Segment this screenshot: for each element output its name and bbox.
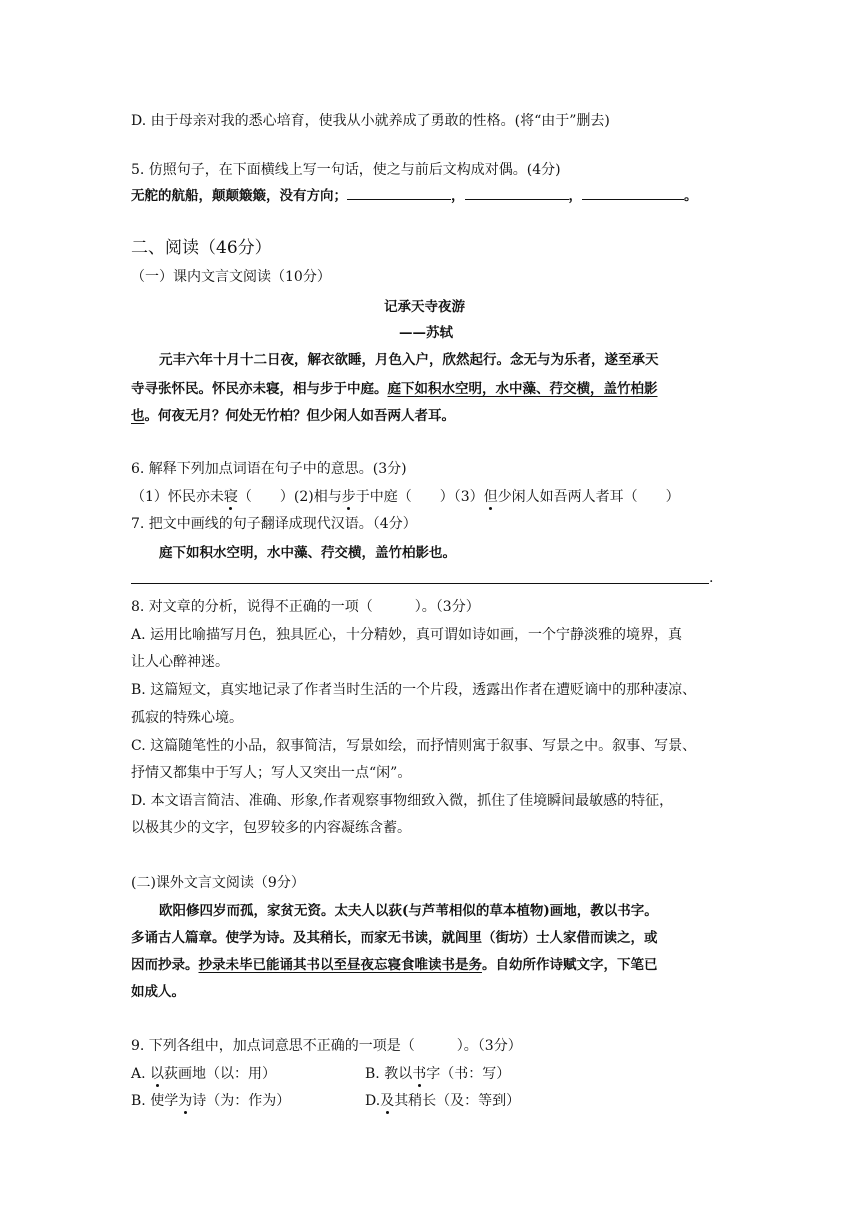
q5-end: 。: [684, 188, 698, 204]
q6-blank-1[interactable]: （ ）: [237, 489, 294, 505]
q9-option-b: [365, 1065, 510, 1083]
q5-blank-2[interactable]: [465, 187, 569, 200]
q5-sep-2: ，: [568, 188, 582, 204]
q8-option-d-line-1: D. 本文语言简洁、准确、形象,作者观察事物细致入微，抓住了佳境瞬间最敏感的特征，: [131, 793, 674, 809]
q8-option-b-line-1: B. 这篇短文，真实地记录了作者当时生活的一个片段，透露出作者在遭贬谪中的那种凄凉、: [131, 682, 697, 698]
q8-option-d-line-2: 以极其少的文字，包罗较多的内容凝练含蓄。: [131, 820, 411, 836]
q8-option-a-line-2: 让人心醉神迷。: [131, 654, 229, 670]
passage-2-underlined-sentence: 抄录未毕已能诵其书以至昼夜忘寝食唯读书是务: [198, 957, 482, 973]
q5-blank-3[interactable]: [582, 187, 684, 200]
q6-item-1: （1）怀民亦未: [131, 489, 224, 505]
q9-option-c: [131, 1092, 290, 1110]
passage-2-line-4: 如成人。: [131, 984, 185, 1000]
passage-2-text-end: 。自幼所作诗赋文字，下笔已: [482, 957, 658, 973]
poem-author: ——苏轼: [399, 325, 453, 341]
passage-1-text-end: 。何夜无月？何处无竹柏？但少闲人如吾两人者耳。: [144, 408, 455, 424]
q9-option-a: [131, 1065, 276, 1083]
q9-c-prefix: B. 使学: [131, 1093, 179, 1109]
underlined-sentence-part-2: 也: [131, 408, 145, 424]
passage-1-line-3: [131, 407, 455, 425]
q9-dotted-word-b: 书: [412, 1066, 427, 1082]
part-1-title: （一）课内文言文阅读（10分）: [131, 269, 331, 285]
q7-line-end: .: [709, 570, 714, 586]
underlined-sentence-part-1: 庭下如积水空明，水中藻、荇交横，盖竹柏影: [387, 381, 658, 397]
q9-dotted-word-d: 及: [380, 1093, 395, 1109]
q6-stem: 6. 解释下列加点词语在句子中的意思。(3分): [131, 461, 407, 477]
q4-option-d: D. 由于母亲对我的悉心培育，使我从小就养成了勇敢的性格。(将“由于”删去): [131, 113, 610, 129]
q9-a-text: 荻画地（以：用）: [164, 1066, 277, 1082]
q8-option-b-line-2: 孤寂的特殊心境。: [131, 710, 243, 726]
q8-option-a-line-1: A. 运用比喻描写月色，独具匠心，十分精妙，真可谓如诗如画，一个宁静淡雅的境界，真: [131, 627, 683, 643]
q7-answer-line[interactable]: [131, 583, 709, 584]
q9-stem: 9. 下列各组中，加点词意思不正确的一项是（ ）。（3分）: [131, 1038, 522, 1054]
section-2-title: 二、阅读（46分）: [131, 238, 272, 258]
q5-sep-1: ，: [451, 188, 465, 204]
q8-option-c-line-1: C. 这篇随笔性的小品，叙事简洁，写景如绘，而抒情则寓于叙事、写景之中。叙事、写景、: [131, 738, 697, 754]
q9-dotted-word-c: 为: [178, 1093, 193, 1109]
q6-item-2: (2)相与: [293, 489, 342, 505]
q7-sentence: 庭下如积水空明，水中藻、荇交横，盖竹柏影也。: [159, 545, 456, 561]
passage-1-text: 寺寻张怀民。怀民亦未寝，相与步于中庭。: [131, 381, 388, 397]
passage-2-text: 因而抄录。: [131, 957, 199, 973]
passage-2-line-2: 多诵古人篇章。使学为诗。及其稍长，而家无书读，就闾里（街坊）士人家借而读之，或: [131, 930, 658, 946]
q8-stem: 8. 对文章的分析，说得不正确的一项（ ）。（3分）: [131, 599, 480, 615]
q7-stem: 7. 把文中画线的句子翻译成现代汉语。（4分）: [131, 516, 417, 532]
q6-blank-2[interactable]: 于中庭（ ）: [355, 489, 454, 505]
q9-b-prefix: B. 教以: [365, 1066, 413, 1082]
passage-2-line-3: [131, 956, 658, 974]
q6-dotted-word-1: 寝: [223, 489, 238, 505]
q6-dotted-word-2: 步: [341, 489, 356, 505]
passage-1-line-1: 元丰六年十月十二日夜，解衣欲睡，月色入户，欣然起行。念无与为乐者，遂至承天: [159, 352, 659, 368]
q6-blank-3[interactable]: 少闲人如吾两人者耳（ ）: [497, 489, 680, 505]
passage-1-line-2: [131, 380, 658, 398]
poem-title: 记承天寺夜游: [384, 299, 465, 315]
q8-option-c-line-2: 抒情又都集中于写人；写人又突出一点“闲”。: [131, 765, 412, 781]
q5-blank-1[interactable]: [347, 187, 451, 200]
q9-option-d: [365, 1092, 520, 1110]
q5-answer-line: [131, 187, 698, 205]
q9-a-prefix: A.: [131, 1066, 151, 1082]
q5-stem: 5. 仿照句子，在下面横线上写一句话，使之与前后文构成对偶。(4分): [131, 162, 561, 178]
q9-d-prefix: D.: [365, 1093, 381, 1109]
q9-d-text: 其稍长（及：等到）: [394, 1093, 521, 1109]
q9-b-text: 字（书：写）: [426, 1066, 511, 1082]
part-2-title: (二)课外文言文阅读（9分）: [131, 875, 305, 891]
q6-dotted-word-3: 但: [483, 489, 498, 505]
q5-prefix: 无舵的航船，颠颠簸簸，没有方向；: [131, 188, 347, 204]
q9-dotted-word-a: 以: [150, 1066, 165, 1082]
passage-2-line-1: 欧阳修四岁而孤，家贫无资。太夫人以荻(与芦苇相似的草本植物)画地，教以书字。: [159, 903, 658, 919]
q9-c-text: 诗（为：作为）: [192, 1093, 291, 1109]
q6-item-3: （3）: [453, 489, 484, 505]
q6-items: [131, 488, 680, 506]
